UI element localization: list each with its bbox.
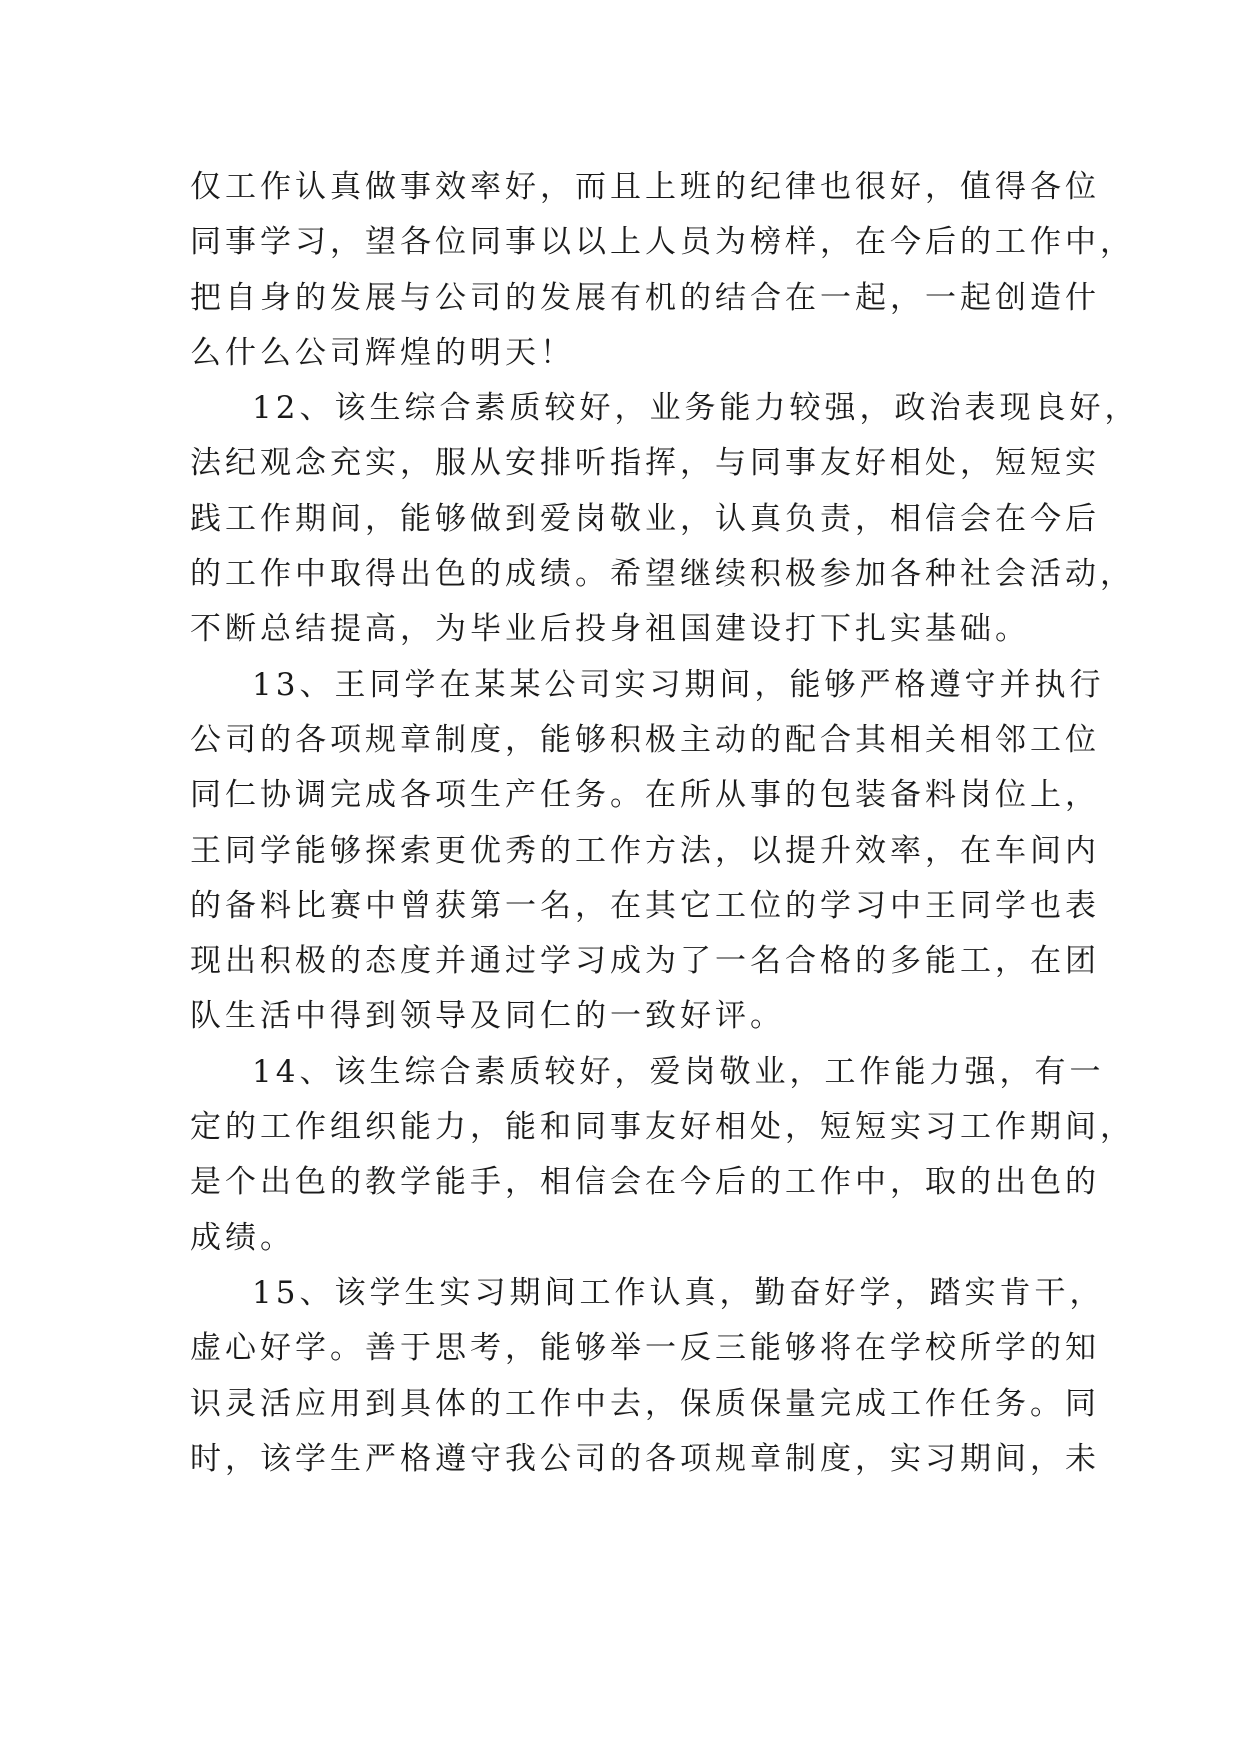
text-line: 是个出色的教学能手，相信会在今后的工作中，取的出色的 xyxy=(190,1164,1100,1201)
text-line: 同事学习，望各位同事以以上人员为榜样，在今后的工作中， xyxy=(190,224,1135,261)
text-line: 王同学能够探索更优秀的工作方法，以提升效率，在车间内 xyxy=(190,832,1100,869)
text-line: 的工作中取得出色的成绩。希望继续积极参加各种社会活动， xyxy=(190,556,1135,593)
text-line: 队生活中得到领导及同仁的一致好评。 xyxy=(190,998,785,1035)
paragraph-item-15 xyxy=(190,1266,1105,1487)
text-line: 践工作期间，能够做到爱岗敬业，认真负责，相信会在今后 xyxy=(190,500,1100,537)
text-line: 公司的各项规章制度，能够积极主动的配合其相关相邻工位 xyxy=(190,721,1100,758)
text-line: 仅工作认真做事效率好，而且上班的纪律也很好，值得各位 xyxy=(190,169,1100,205)
text-line: 定的工作组织能力，能和同事友好相处，短短实习工作期间， xyxy=(190,1109,1135,1146)
text-line: 虚心好学。善于思考，能够举一反三能够将在学校所学的知 xyxy=(190,1330,1100,1367)
paragraph-item-12 xyxy=(190,381,1140,657)
text-line: 13、王同学在某某公司实习期间，能够严格遵守并执行 xyxy=(252,666,1105,703)
paragraph xyxy=(190,160,1135,381)
text-line: 15、该学生实习期间工作认真，勤奋好学，踏实肯干， xyxy=(252,1274,1105,1311)
text-line: 不断总结提高，为毕业后投身祖国建设打下扎实基础。 xyxy=(190,611,1030,648)
text-line: 现出积极的态度并通过学习成为了一名合格的多能工，在团 xyxy=(190,943,1100,980)
text-line: 的备料比赛中曾获第一名，在其它工位的学习中王同学也表 xyxy=(190,887,1100,924)
body-text xyxy=(190,160,1140,1487)
paragraph-item-13 xyxy=(190,658,1105,1045)
text-line: 把自身的发展与公司的发展有机的结合在一起，一起创造什 xyxy=(190,279,1100,316)
text-line: 12、该生综合素质较好，业务能力较强，政治表现良好， xyxy=(252,390,1140,427)
text-line: 同仁协调完成各项生产任务。在所从事的包装备料岗位上， xyxy=(190,777,1100,814)
text-line: 么什么公司辉煌的明天！ xyxy=(190,334,575,371)
paragraph-item-14 xyxy=(190,1045,1135,1266)
text-line: 时，该学生严格遵守我公司的各项规章制度，实习期间，未 xyxy=(190,1440,1100,1477)
text-line: 法纪观念充实，服从安排听指挥，与同事友好相处，短短实 xyxy=(190,445,1100,482)
text-line: 识灵活应用到具体的工作中去，保质保量完成工作任务。同 xyxy=(190,1385,1100,1422)
text-line: 14、该生综合素质较好，爱岗敬业，工作能力强，有一 xyxy=(252,1053,1105,1090)
text-line: 成绩。 xyxy=(190,1219,295,1256)
